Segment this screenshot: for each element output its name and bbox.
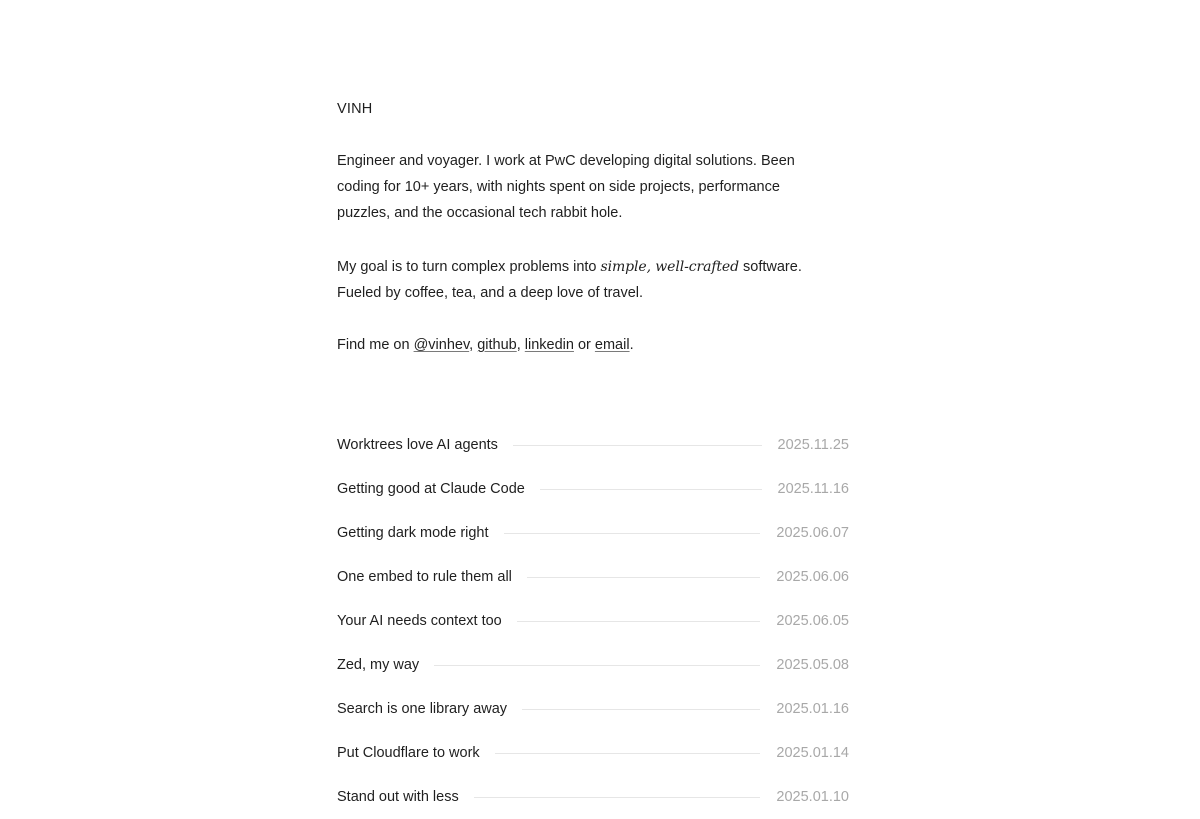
linkedin-link[interactable]: linkedin	[524, 337, 574, 353]
separator-comma: ,	[469, 337, 478, 353]
post-item[interactable]	[337, 467, 849, 511]
post-item[interactable]	[337, 687, 849, 731]
post-divider	[527, 577, 761, 578]
post-item[interactable]	[337, 511, 849, 555]
twitter-link[interactable]: @vinhev	[413, 337, 470, 353]
post-title[interactable]: One embed to rule them all	[337, 569, 512, 585]
post-title[interactable]: Search is one library away	[337, 701, 508, 717]
post-title[interactable]: Worktrees love AI agents	[337, 437, 498, 453]
post-item[interactable]	[337, 731, 849, 775]
post-title[interactable]: Your AI needs context too	[337, 613, 502, 629]
end-period: .	[629, 337, 634, 353]
post-divider	[517, 621, 761, 622]
post-divider	[474, 797, 761, 798]
post-title[interactable]: Getting good at Claude Code	[337, 481, 525, 497]
post-date: 2025.01.10	[776, 789, 849, 805]
separator-comma: ,	[516, 337, 525, 353]
contact-paragraph	[337, 332, 837, 358]
post-title[interactable]: Zed, my way	[337, 657, 420, 673]
post-title[interactable]: Stand out with less	[337, 789, 459, 805]
post-item[interactable]	[337, 775, 849, 819]
post-date: 2025.05.08	[776, 657, 849, 673]
post-date: 2025.11.16	[777, 481, 849, 497]
site-name[interactable]: VINH	[337, 101, 373, 117]
contact-prefix: Find me on	[337, 337, 414, 353]
post-divider	[434, 665, 760, 666]
post-title[interactable]: Getting dark mode right	[337, 525, 489, 541]
post-date: 2025.11.25	[777, 437, 849, 453]
post-divider	[504, 533, 761, 534]
email-link[interactable]: email	[594, 337, 630, 353]
post-date: 2025.01.14	[776, 745, 849, 761]
post-item[interactable]	[337, 599, 849, 643]
post-date: 2025.06.06	[776, 569, 849, 585]
post-list	[337, 423, 849, 819]
post-item[interactable]	[337, 643, 849, 687]
post-date: 2025.06.05	[776, 613, 849, 629]
goal-text-start: My goal is to turn complex problems into	[337, 259, 601, 275]
github-link[interactable]: github	[477, 337, 517, 353]
post-date: 2025.01.16	[776, 701, 849, 717]
intro-paragraph: Engineer and voyager. I work at PwC developing digital solutions. Been coding for 10+ years, with nights spent on side projects, performance puzzles, and the occasional tech rabbit hole.	[337, 153, 795, 221]
post-title[interactable]: Put Cloudflare to work	[337, 745, 480, 761]
separator-or: or	[573, 337, 595, 353]
post-date: 2025.06.07	[776, 525, 849, 541]
post-divider	[540, 489, 762, 490]
post-divider	[522, 709, 760, 710]
post-item[interactable]	[337, 555, 849, 599]
goal-text-end: software. Fueled by coffee, tea, and a deep love of travel.	[337, 259, 802, 301]
goal-paragraph	[337, 254, 837, 306]
post-divider	[513, 445, 762, 446]
post-item[interactable]	[337, 423, 849, 467]
post-divider	[495, 753, 761, 754]
goal-emphasis: simple, well-crafted	[600, 259, 739, 275]
